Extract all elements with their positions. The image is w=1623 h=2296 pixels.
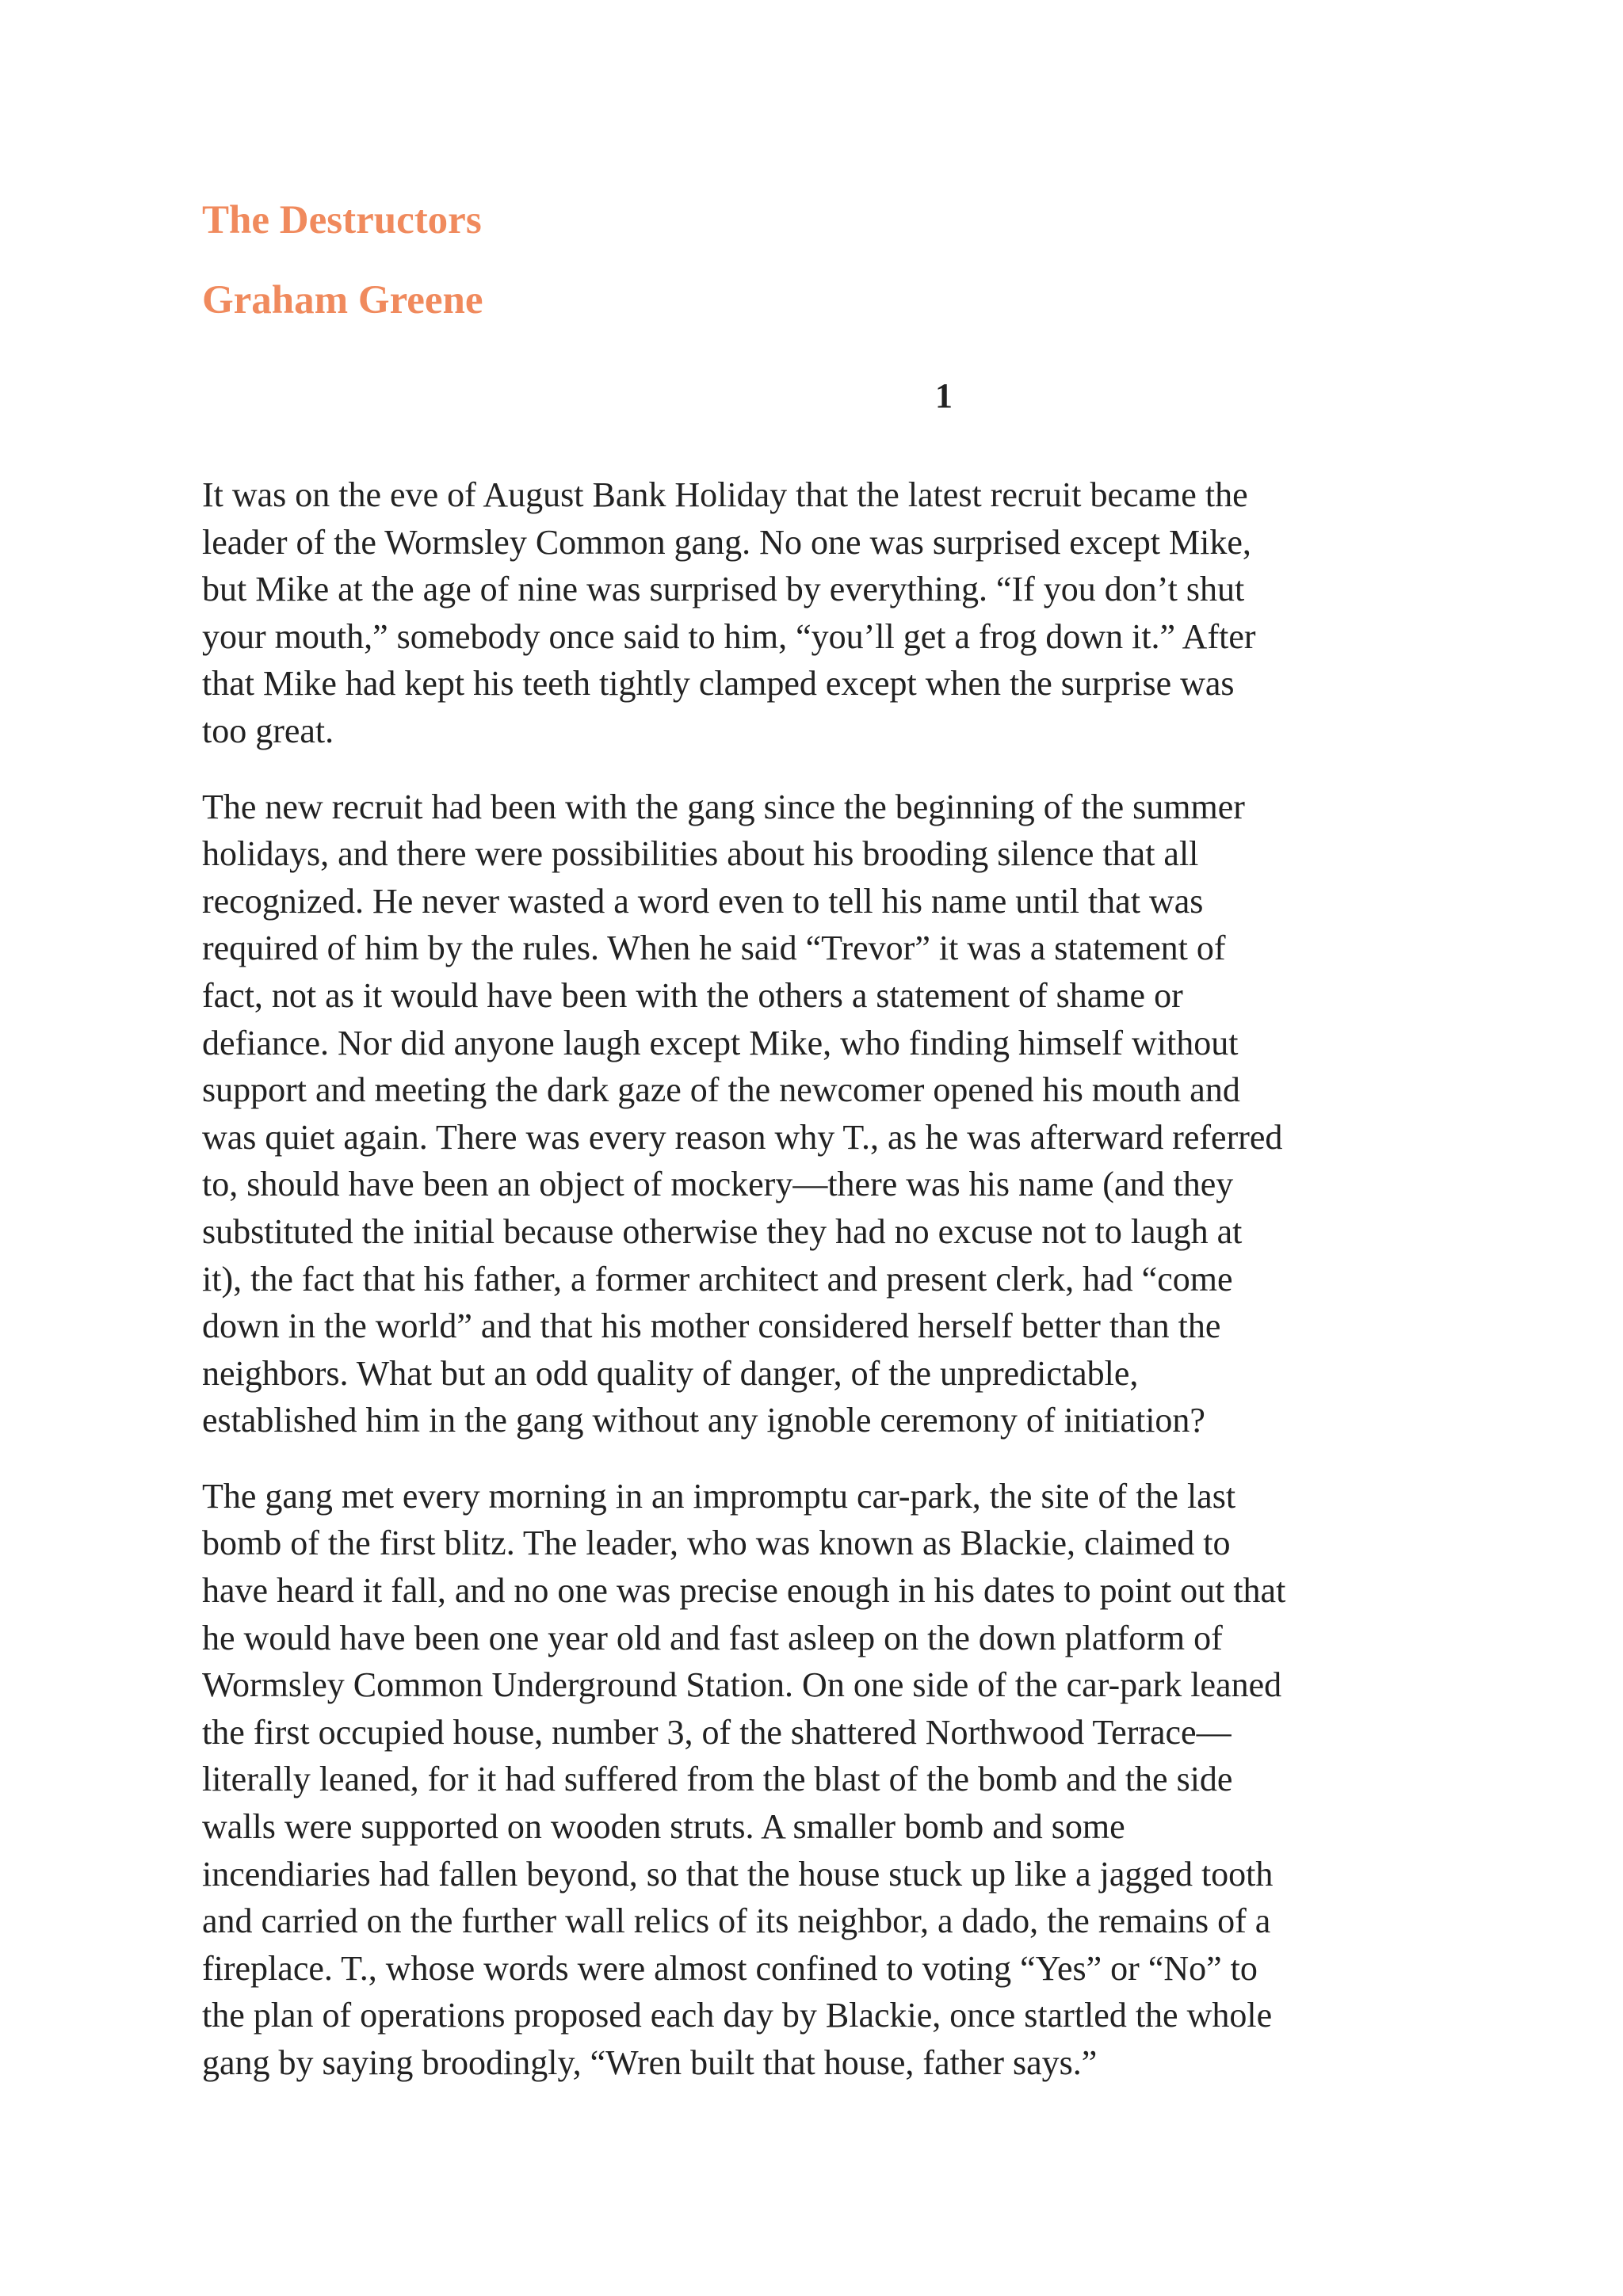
paragraph-line: have heard it fall, and no one was precise enough in his dates to point out that — [202, 1571, 1286, 1611]
paragraph-line: down in the world” and that his mother considered herself better than the — [202, 1306, 1221, 1346]
paragraph-line: The new recruit had been with the gang since the beginning of the summer — [202, 787, 1245, 826]
paragraph-line: support and meeting the dark gaze of the newcomer opened his mouth and — [202, 1070, 1240, 1110]
paragraph-line: required of him by the rules. When he said “Trevor” it was a statement of — [202, 929, 1226, 968]
paragraph-line: too great. — [202, 711, 334, 750]
paragraph-line: The gang met every morning in an impromptu car-park, the site of the last — [202, 1476, 1236, 1516]
paragraph-line: your mouth,” somebody once said to him, “you’ll get a frog down it.” After — [202, 616, 1256, 656]
paragraph-line: fireplace. T., whose words were almost confined to voting “Yes” or “No” to — [202, 1948, 1258, 1988]
paragraph-line: to, should have been an object of mockery—there was his name (and they — [202, 1165, 1234, 1204]
paragraph-line: but Mike at the age of nine was surprised by everything. “If you don’t shut — [202, 570, 1245, 609]
paragraph-line: the first occupied house, number 3, of the shattered Northwood Terrace— — [202, 1712, 1232, 1752]
paragraph-line: literally leaned, for it had suffered from the blast of the bomb and the side — [202, 1760, 1233, 1799]
paragraph-1 — [202, 471, 1438, 755]
paragraph-line: substituted the initial because otherwise they had no excuse not to laugh at — [202, 1211, 1243, 1251]
paragraph-line: leader of the Wormsley Common gang. No one was surprised except Mike, — [202, 522, 1251, 562]
paragraph-2 — [202, 784, 1438, 1444]
paragraph-line: neighbors. What but an odd quality of danger, of the unpredictable, — [202, 1353, 1139, 1393]
paragraph-line: defiance. Nor did anyone laugh except Mike, who finding himself without — [202, 1023, 1239, 1062]
paragraph-line: Wormsley Common Underground Station. On one side of the car-park leaned — [202, 1665, 1282, 1705]
paragraph-line: holidays, and there were possibilities about his brooding silence that all — [202, 834, 1199, 874]
paragraph-line: incendiaries had fallen beyond, so that the house stuck up like a jagged tooth — [202, 1854, 1274, 1894]
paragraph-line: recognized. He never wasted a word even to tell his name until that was — [202, 881, 1204, 921]
paragraph-line: that Mike had kept his teeth tightly clamped except when the surprise was — [202, 664, 1235, 704]
paragraph-line: he would have been one year old and fast asleep on the down platform of — [202, 1618, 1223, 1657]
paragraph-line: established him in the gang without any ignoble ceremony of initiation? — [202, 1401, 1205, 1440]
story-author: Graham Greene — [202, 278, 483, 322]
paragraph-line: it), the fact that his father, a former architect and present clerk, had “come — [202, 1259, 1233, 1299]
paragraph-3 — [202, 1473, 1438, 2087]
paragraph-line: was quiet again. There was every reason why T., as he was afterward referred — [202, 1117, 1283, 1157]
paragraph-line: walls were supported on wooden struts. A smaller bomb and some — [202, 1807, 1125, 1847]
paragraph-line: fact, not as it would have been with the others a statement of shame or — [202, 975, 1183, 1015]
paragraph-line: the plan of operations proposed each day by Blackie, once startled the whole — [202, 1996, 1273, 2035]
chapter-number: 1 — [935, 376, 953, 415]
paragraph-line: and carried on the further wall relics of its neighbor, a dado, the remains of a — [202, 1901, 1271, 1941]
story-body — [202, 471, 1438, 2115]
paragraph-line: bomb of the first blitz. The leader, who was known as Blackie, claimed to — [202, 1524, 1231, 1563]
paragraph-line: gang by saying broodingly, “Wren built that house, father says.” — [202, 2043, 1098, 2082]
story-title: The Destructors — [202, 198, 482, 242]
paragraph-line: It was on the eve of August Bank Holiday that the latest recruit became the — [202, 475, 1248, 514]
